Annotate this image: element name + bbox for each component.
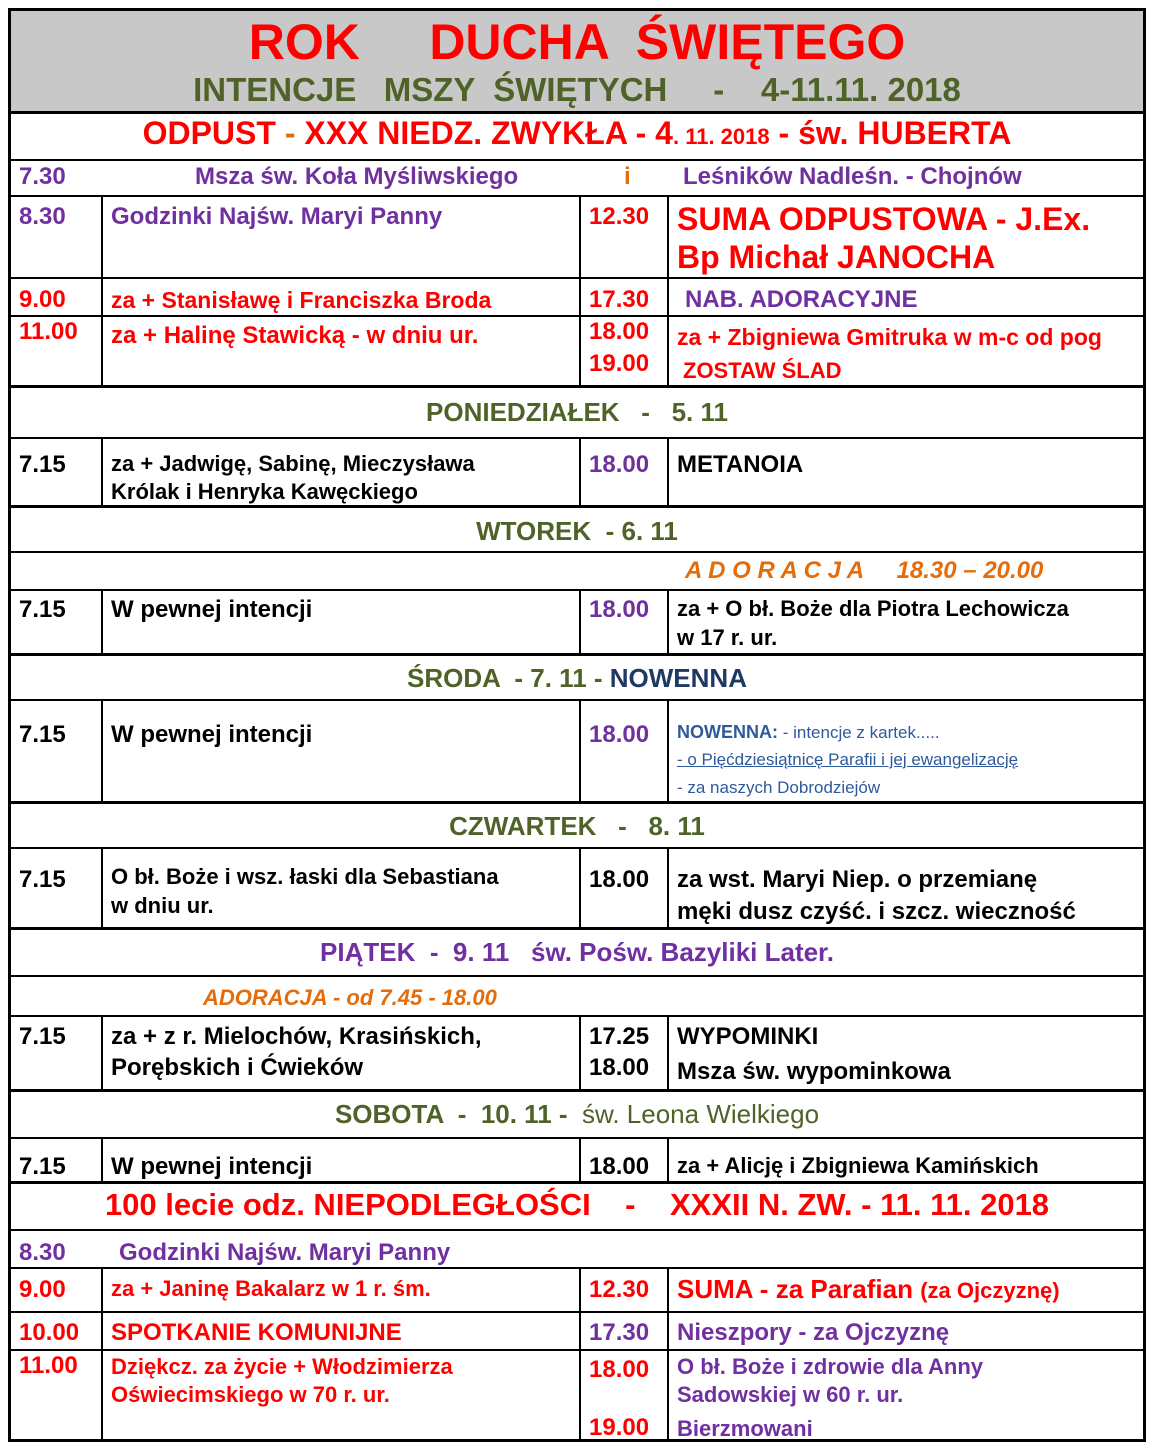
time-label: 7.15 <box>19 451 66 478</box>
intention-text: za + Stanisławę i Franciszka Broda <box>111 287 492 313</box>
time-label: 19.00 <box>589 1414 650 1441</box>
banner-saint: - św. HUBERTA <box>769 115 1012 151</box>
time-label: 7.15 <box>19 1023 66 1050</box>
adoration-note: A D O R A C J A 18.30 – 20.00 <box>685 557 1044 584</box>
intention-text: Bierzmowani <box>677 1416 813 1441</box>
intention-text: SUMA ODPUSTOWA - J.Ex. <box>677 201 1091 237</box>
banner-dash: - <box>275 115 305 151</box>
intention-text: za + Halinę Stawicką - w dniu ur. <box>111 322 479 349</box>
time-label: 12.30 <box>589 203 650 230</box>
intention-connector: i <box>624 163 631 190</box>
time-label: 9.00 <box>19 1276 66 1303</box>
intention-text: za + Jadwigę, Sabinę, Mieczysława <box>111 451 475 476</box>
day-heading-tuesday: WTOREK - 6. 11 <box>476 516 678 546</box>
intention-text <box>677 1274 1060 1305</box>
banner-date: . 11. 2018 <box>672 124 770 149</box>
suma-note: (za Ojczyznę) <box>920 1278 1060 1303</box>
intention-text: Królak i Henryka Kawęckiego <box>111 479 418 504</box>
intention-text: W pewnej intencji <box>111 596 313 623</box>
time-label: 9.00 <box>19 286 66 313</box>
intention-text: za + Zbigniewa Gmitruka w m-c od pog <box>677 324 1102 350</box>
intention-text: Oświecimskiego w 70 r. ur. <box>111 1382 390 1407</box>
time-label: 8.30 <box>19 203 66 230</box>
heading-novena: NOWENNA <box>609 663 747 693</box>
time-label: 7.30 <box>19 163 66 190</box>
intention-text: za + Janinę Bakalarz w 1 r. śm. <box>111 1276 431 1301</box>
novena-line: - za naszych Dobrodziejów <box>677 778 881 797</box>
time-label: 7.15 <box>19 866 66 893</box>
intention-text: Sadowskiej w 60 r. ur. <box>677 1382 904 1407</box>
intention-text: Godzinki Najśw. Maryi Panny <box>119 1239 451 1266</box>
novena-line <box>677 722 940 743</box>
intention-text: Bp Michał JANOCHA <box>677 239 996 275</box>
time-label: 18.00 <box>589 596 650 623</box>
intention-text: Dziękcz. za życie + Włodzimierza <box>111 1354 453 1379</box>
novena-label: NOWENNA: <box>677 722 778 742</box>
intention-text: w 17 r. ur. <box>677 625 778 650</box>
banner-odpust: ODPUST <box>142 115 276 151</box>
time-label: 17.30 <box>589 1319 650 1346</box>
sunday-banner: 100 lecie odz. NIEPODLEGŁOŚCI - XXXII N. ZW. - 11. 11. 2018 <box>104 1187 1050 1222</box>
intention-text: Nieszpory - za Ojczyznę <box>677 1319 950 1346</box>
intention-text: METANOIA <box>677 451 804 478</box>
time-label: 18.00 <box>589 1153 650 1180</box>
day-heading-saturday <box>11 1099 1143 1130</box>
time-label: 10.00 <box>19 1319 80 1346</box>
time-label: 19.00 <box>589 350 650 377</box>
intention-text: SPOTKANIE KOMUNIJNE <box>111 1319 402 1346</box>
page-subtitle: INTENCJE MSZY ŚWIĘTYCH - 4-11.11. 2018 <box>193 71 961 108</box>
intention-text: za + Alicję i Zbigniewa Kamińskich <box>677 1153 1039 1178</box>
intention-text: Leśników Nadleśn. - Chojnów <box>683 163 1022 190</box>
intention-text: w dniu ur. <box>111 893 214 918</box>
time-label: 18.00 <box>589 318 650 345</box>
intention-text: Msza św. wypominkowa <box>677 1058 951 1085</box>
time-label: 18.00 <box>589 1054 650 1081</box>
time-label: 18.00 <box>589 866 650 893</box>
intention-text: Msza św. Koła Myśliwskiego <box>195 163 519 190</box>
novena-line: - o Pięćdziesiątnicę Parafii i jej ewangelizację <box>677 750 1019 769</box>
time-label: 11.00 <box>19 318 78 345</box>
day-heading-monday: PONIEDZIAŁEK - 5. 11 <box>426 397 728 427</box>
day-heading-friday: PIĄTEK - 9. 11 św. Pośw. Bazyliki Later. <box>320 937 834 967</box>
heading-day: ŚRODA - 7. 11 - <box>407 663 610 693</box>
time-label: 17.30 <box>589 286 650 313</box>
intention-text: Godzinki Najśw. Maryi Panny <box>111 203 443 230</box>
banner-sunday-name: XXX NIEDZ. ZWYKŁA - 4 <box>304 115 673 151</box>
time-label: 11.00 <box>19 1352 78 1379</box>
heading-day: SOBOTA - 10. 11 - <box>334 1099 583 1129</box>
intention-text: W pewnej intencji <box>111 721 313 748</box>
intention-text: za wst. Maryi Niep. o przemianę <box>677 866 1038 893</box>
day-heading-wednesday <box>11 663 1143 694</box>
intentions-sheet <box>8 8 1146 1442</box>
intention-text: W pewnej intencji <box>111 1153 313 1180</box>
intention-text: Porębskich i Ćwieków <box>111 1054 364 1081</box>
intention-text: NAB. ADORACYJNE <box>685 286 918 313</box>
suma-text: SUMA - za Parafian <box>677 1274 921 1304</box>
time-label: 7.15 <box>19 721 66 748</box>
intention-text: ZOSTAW ŚLAD <box>683 358 842 383</box>
time-label: 18.00 <box>589 451 650 478</box>
time-label: 7.15 <box>19 1153 66 1180</box>
intention-text: męki dusz czyść. i szcz. wieczność <box>677 898 1076 925</box>
intention-text: WYPOMINKI <box>677 1023 819 1050</box>
intention-text: O bł. Boże i wsz. łaski dla Sebastiana <box>111 864 499 889</box>
time-label: 7.15 <box>19 596 66 623</box>
time-label: 18.00 <box>589 1356 650 1383</box>
page-title: ROK DUCHA ŚWIĘTEGO <box>248 14 906 70</box>
intention-text: za + O bł. Boże dla Piotra Lechowicza <box>677 596 1069 621</box>
intention-text: O bł. Boże i zdrowie dla Anny <box>677 1354 983 1379</box>
time-label: 12.30 <box>589 1276 650 1303</box>
time-label: 8.30 <box>19 1239 66 1266</box>
time-label: 17.25 <box>589 1023 650 1050</box>
sunday-banner <box>11 115 1143 152</box>
adoration-note: ADORACJA - od 7.45 - 18.00 <box>203 985 497 1010</box>
heading-saint: św. Leona Wielkiego <box>582 1099 820 1129</box>
novena-text: - intencje z kartek..... <box>778 723 940 742</box>
day-heading-thursday: CZWARTEK - 8. 11 <box>449 811 705 841</box>
time-label: 18.00 <box>589 721 650 748</box>
intention-text: za + z r. Mielochów, Krasińskich, <box>111 1023 482 1050</box>
